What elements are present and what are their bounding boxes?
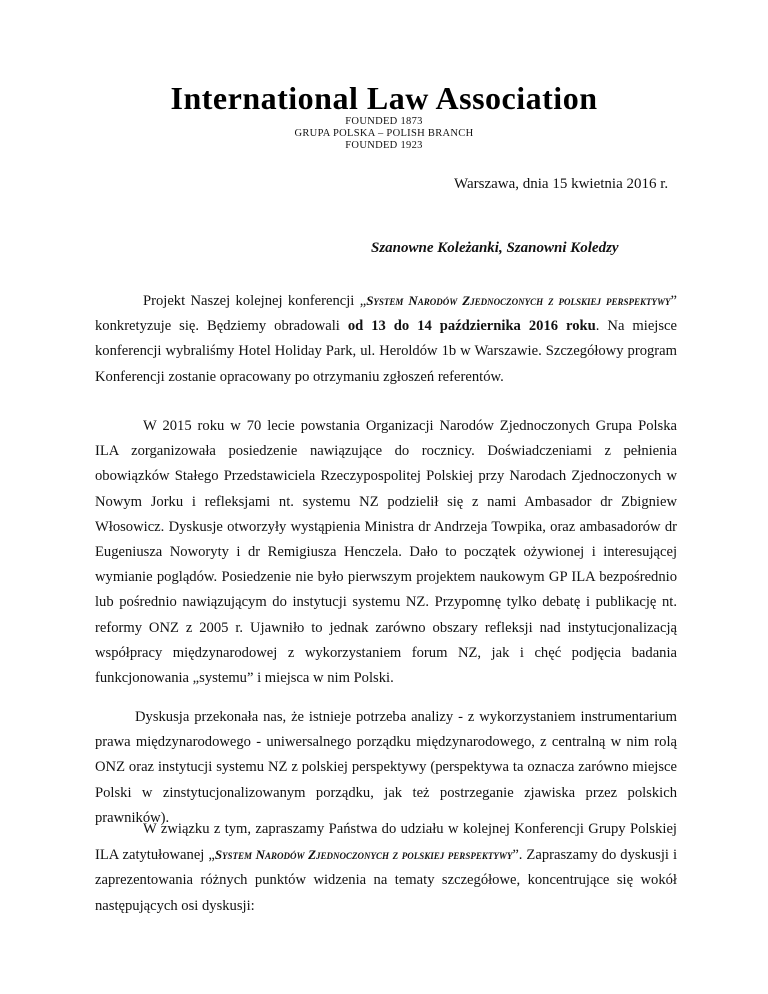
letterhead <box>0 80 768 152</box>
p4-rest: ”. Zapraszamy do dyskusji i zaprezentowania różnych punktów widzenia na tematy szczegółowe, koncentrujące się wokół następujących osi dyskusji: <box>95 847 677 914</box>
paragraph-invitation <box>95 817 677 919</box>
p1-rest: . Na miejsce konferencji wybraliśmy Hotel Holiday Park, ul. Heroldów 1b w Warszawie. Szczegółowy program Konferencji zostanie opracowany po otrzymaniu zgłoszeń referentów. <box>95 318 677 385</box>
paragraph-history: W 2015 roku w 70 lecie powstania Organizacji Narodów Zjednoczonych Grupa Polska ILA zorganizowała posiedzenie nawiązujące do rocznicy. Doświadczeniami z pełnienia obowiązków Stałego Przedstawiciela Rzeczypospolitej Polskiej przy Narodach Zjednoczonych w Nowym Jorku i refleksjami nt. systemu NZ podzielił się z nami Ambasador dr Zbigniew Włosowicz. Dyskusje otworzyły wystąpienia Ministra dr Andrzeja Towpika, oraz ambasadorów dr Eugeniusza Noworyty i dr Remigiusza Henczela. Dało to początek ożywionej i interesującej wymianie poglądów. Posiedzenie nie było pierwszym projektem naukowym GP ILA bezpośrednio lub pośrednio nawiązującym do instytucji systemu NZ. Przypomnę tylko debatę i publikację nt. reformy ONZ z 2005 r. Ujawniło to jednak zarówno obszary refleksji nad instytucjonalizacją współpracy międzynarodowej z wykorzystaniem forum NZ, jak i chęć podjęcia badania funkcjonowania „systemu” i miejsca w nim Polski. <box>95 418 677 687</box>
p4-lead: W związku z tym, zapraszamy Państwa do udziału w kolejnej Konferencji Grupy Polskiej ILA zatytułowanej „ <box>95 821 677 864</box>
branch-line: GRUPA POLSKA – POLISH BRANCH <box>294 128 474 139</box>
paragraph-rationale: Dyskusja przekonała nas, że istnieje potrzeba analizy - z wykorzystaniem instrumentarium prawa międzynarodowego - uniwersalnego porządku międzynarodowego, z centralną w nim rolą ONZ oraz instytucji systemu NZ z polskiej perspektywy (perspektywa ta oznacza zarówno miejsce Polski w zinstytucjonalizowanym porządku, jak też postrzeganie zjawiska przez polskich prawników). <box>95 709 677 826</box>
p4-conference-title: System Narodów Zjednoczonych z polskiej perspektywy <box>214 847 513 863</box>
founded-line: FOUNDED 1873 <box>345 116 423 127</box>
p1-dates: od 13 do 14 października 2016 roku <box>347 318 596 335</box>
place-date: Warszawa, dnia 15 kwietnia 2016 r. <box>454 176 669 192</box>
branch-founded-line: FOUNDED 1923 <box>345 140 423 151</box>
salutation: Szanowne Koleżanki, Szanowni Koledzy <box>371 240 619 256</box>
p1-after-title: ” konkretyzuje się. Będziemy obradowali <box>95 293 677 335</box>
paragraph-conference-announcement <box>95 288 677 390</box>
p1-lead: Projekt Naszej kolejnej konferencji „ <box>143 293 367 309</box>
p1-conference-title: System Narodów Zjednoczonych z polskiej perspektywy <box>366 293 671 308</box>
organization-name: International Law Association <box>170 80 598 116</box>
